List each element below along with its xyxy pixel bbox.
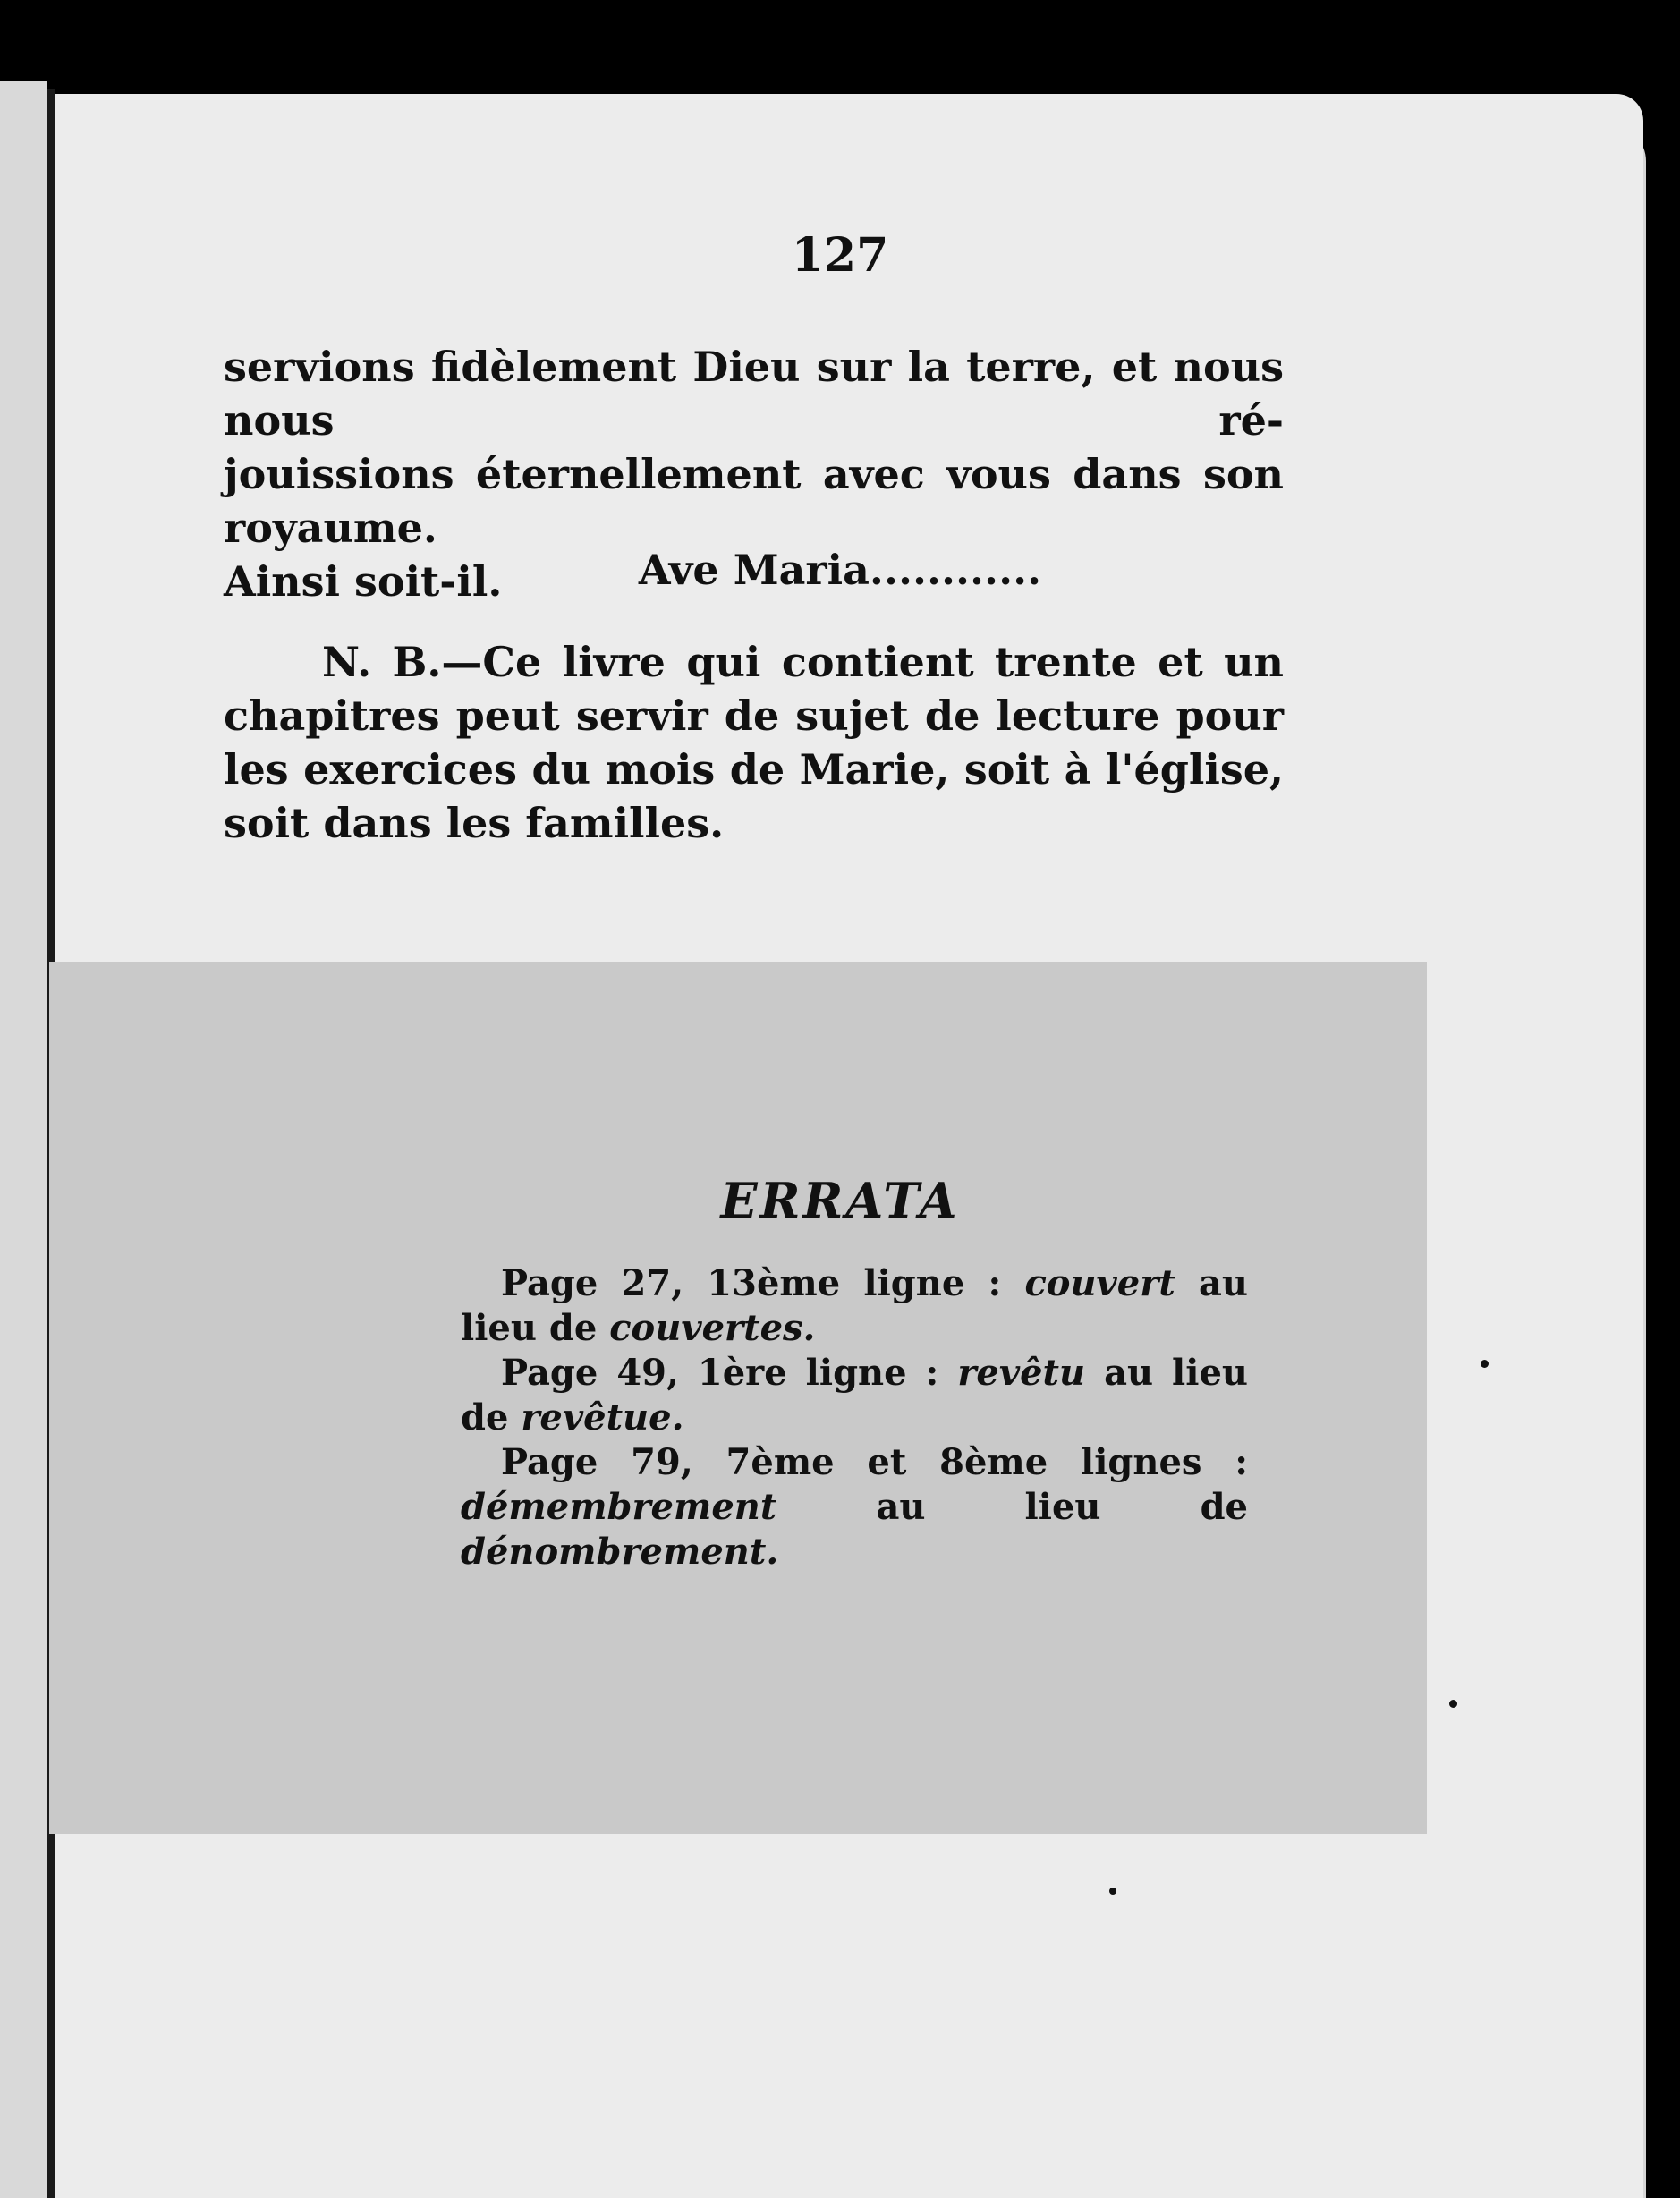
- paper-speck: [1481, 1360, 1489, 1368]
- erratum-wrong: couvertes.: [609, 1307, 816, 1349]
- erratum-connector: au lieu de: [461, 1262, 1248, 1349]
- paragraph-line: Ainsi soit-il.: [224, 557, 503, 606]
- left-page-strip: [0, 81, 47, 2198]
- erratum-correct: revêtu: [957, 1352, 1086, 1394]
- erratum-entry: [461, 1440, 1248, 1574]
- erratum-correct: couvert: [1024, 1262, 1175, 1304]
- erratum-entry: [461, 1261, 1248, 1351]
- paragraph-line: servions fidèlement Dieu sur la terre, et nous nous ré-: [224, 343, 1284, 445]
- erratum-location: Page 27, 13ème ligne :: [501, 1262, 1002, 1304]
- page-number: 127: [791, 228, 889, 283]
- paper-speck: [1449, 1700, 1457, 1708]
- erratum-wrong: revêtue.: [521, 1396, 684, 1438]
- errata-list: [461, 1261, 1248, 1574]
- erratum-location: Page 79, 7ème et 8ème lignes :: [501, 1441, 1248, 1483]
- nota-bene-paragraph: N. B.—Ce livre qui contient trente et un chapitres peut servir de sujet de lecture pour les exercices du mois de Marie, soit à l'église, soit dans les familles.: [224, 638, 1284, 847]
- erratum-connector: au lieu de: [876, 1486, 1248, 1528]
- erratum-wrong: dénombrement.: [461, 1531, 779, 1573]
- erratum-location: Page 49, 1ère ligne :: [501, 1352, 939, 1394]
- erratum-entry: [461, 1351, 1248, 1440]
- errata-title: ERRATA: [720, 1172, 960, 1229]
- paragraph-line: jouissions éternellement avec vous dans son royaume.: [224, 450, 1284, 552]
- erratum-correct: démembrement: [461, 1486, 777, 1528]
- ave-maria-line: Ave Maria............: [638, 546, 1042, 594]
- erratum-connector: au lieu de: [461, 1352, 1248, 1438]
- paper-speck: [1109, 1888, 1116, 1895]
